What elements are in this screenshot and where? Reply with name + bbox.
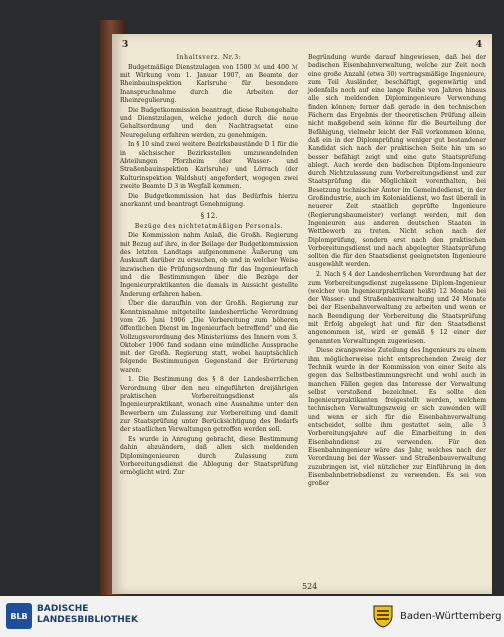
paragraph: In § 10 sind zwei weitere Bezirksbaustände D 1 für die in sächsischer Bezirksstellen umzuwandelnden Abteilungen Pforzheim (der Wasser- und Straßenbauinspektion Karlsruhe) und Lörrach (der Kulturinspektion Waldshut) angefordert, wogegen zwei zweite Beamte D 3 in Wegfall kommen. <box>120 141 298 190</box>
blb-logo-icon[interactable]: BLB <box>6 603 32 629</box>
section-subheading: Bezüge des nichtetatmäßigen Personals. <box>134 222 284 230</box>
paragraph: Es wurde in Anregung gebracht, diese Bestimmung dahin abzuändern, daß allen sich meldenden Diplomingenieuren durch Zulassung zum Vorbereitungsdienst die Ablegung der Staatsprüfung ermöglicht wird. Zur <box>120 436 298 477</box>
page-corner-mark-left: 3 <box>122 40 129 50</box>
baden-wuerttemberg-crest-icon[interactable] <box>370 603 396 629</box>
page-number: 524 <box>302 582 318 591</box>
left-text-column <box>120 54 298 479</box>
section-heading: § 12. <box>200 212 218 221</box>
book-page <box>112 34 492 594</box>
paragraph: Begründung wurde darauf hingewiesen, daß bei der badischen Eisenbahnverwaltung, welche zur Zeit noch eine große Anzahl (etwa 30) vertragsmäßige Ingenieure, zum Teil Ausländer, beschäftigt, gegenwärtig und jedenfalls noch auf eine lange Reihe von Jahren hinaus alle sich meldenden Diplomingenieure Verwendung finden können; ferner daß gerade in den technischen Fächern das Ergebnis der theoretischen Prüfung allein nicht maßgebend sein könne für die Beurteilung der Befähigung, vielmehr leicht der Fall vorkommen könne, daß ein in der Diplomprüfung weniger gut bestandener Kandidat sich nach der praktischen Seite hin um so besser befähigt zeigt und eine gute Staatsprüfung ablegt. Auch werde den badischen Diplom-Ingenieure durch Nichtzulassung zum Vorbereitungsdienst und zur Staatsprüfung die Möglichkeit vorenthalten, bei Besetzung technischer Ämter im Gemeindedienst, in der Großindustrie, auch im Kolonialdienst, wo fast überall in neuerer Zeit staatlich geprüfte Ingenieure (Regierungsbaumeister) verlangt werden, mit den Ingenieuren aus anderen deutschen Staaten in Wettbewerb zu treten. Nicht schon nach der Diplomprüfung, sondern erst nach den praktischen Vorbereitungsdienst und nach abgelegter Staatsprüfung sollten die für den Staatsdienst geeignetsten Ingenieure ausgewählt werden. <box>308 54 486 269</box>
paragraph: Budgetmäßige Dienstzulagen von 1500 ℳ und 400 ℳ mit Wirkung vom 1. Januar 1907, an Beamte der Rheinbauinspektion Karlsruhe für besondere Inanspruchnahme durch die Arbeiten der Rheinregulierung. <box>120 63 298 104</box>
paragraph: Die Kommission nahm Anlaß, die Großh. Regierung mit Bezug auf ihre, in der Beilage der Budgetkommission des letzten Landtags aufgenommene Äußerung um Auskunft darüber zu ersuchen, ob und in welcher Weise inzwischen die Prüfungsordnung für das Ingenieurfach und die Bestimmungen über die Bezüge der Ingenieurpraktikanten die damals in Aussicht gestellte Änderung erfahren haben. <box>120 232 298 298</box>
footer-bar <box>0 596 504 637</box>
page-corner-mark-right: 4 <box>475 40 482 50</box>
library-name-line1: BADISCHE <box>37 604 89 614</box>
state-name[interactable]: Baden-Württemberg <box>400 611 502 622</box>
paragraph: 1. Die Bestimmung des § 8 der Landesherrlichen Verordnung über den neu eingeführten dreijährigen praktischen Vorbereitungsdienst als Ingenieurpraktikant, wonach eine Ausnahme unter den Bewerbern um Zulassung zur Vorbereitung und damit zur Staatsprüfung unter Berücksichtigung des Bedarfs der staatlichen Verwaltungen getroffen werden soll. <box>120 376 298 434</box>
paragraph: Die Budgetkommission beantragt, diese Rubengehalte und Dienstzulagen, welche jedoch durch die neue Gehaltsordnung und den Nachtragsetat eine Neuregelung erfahren werden, zu genehmigen. <box>120 106 298 139</box>
paragraph: Diese zwangsweise Zuteilung des Ingenieurs zu einem ihm möglicherweise nicht entsprechenden Zweig der Technik wurde in der Kommission von einer Seite als gegen das Selbstbestimmungsrecht und wohl auch in manchen Fällen gegen das Interesse der Verwaltung selbst verstoßend bezeichnet. Es sollte den Ingenieurpraktikanten freigestellt werden, welchem technischen Verwaltungszweig er sich zuwenden will und wenn er sich für die Eisenbahnverwaltung entscheidet, sollte ihm gestattet sein, alle 3 Vorbereitungsjahre auf die Einarbeitung in den Eisenbahndienst zu verwenden. Für den Eisenbahningenieur wäre das Jahr, welches nach der Verordnung bei der Wasser- und Straßenbauverwaltung zuzubringen ist, viel nützlicher zur Einführung in den Eisenbahnbetriebsdienst zu verwenden. Es sei von großer <box>308 347 486 488</box>
paragraph: Die Budgetkommission hat das Bedürfnis hierzu anerkannt und beantragt Genehmigung. <box>120 192 298 209</box>
library-name[interactable] <box>37 604 138 626</box>
paragraph: Inhaltsverz. Nr.3: <box>176 54 242 61</box>
right-text-column <box>308 54 486 490</box>
paragraph: 2. Nach § 4 der Landesherrlichen Verordnung hat der zum Vorbereitungsdienst zugelassene Diplom-Ingenieur (welcher von Ingenieurpraktikant heißt) 12 Monate bei der Wasser- und Straßenbauverwaltung und 24 Monate bei der Eisenbahnverwaltung zu arbeiten und wenn er nach Beendigung der Vorbereitung die Staatsprüfung mit Erfolg abgelegt hat und für den Staatsdienst angenommen ist, wird er gemäß § 12 einer der genannten Verwaltungen zugewiesen. <box>308 271 486 345</box>
library-name-line2: LANDESBIBLIOTHEK <box>37 615 138 625</box>
paragraph: Über die daraufhin von der Großh. Regierung zur Kenntnisnahme mitgeteilte landesherrliche Verordnung vom 26. Juni 1906 „Die Vorbereitung zum höheren öffentlichen Dienst im Ingenieurfach betreffend“ und die Vollzugsverordnung des Ministeriums des Innern vom 3. Oktober 1906 fand sodann eine mündliche Aussprache mit der Großh. Regierung statt, wobei hauptsächlich folgende Bestimmungen Gegenstand der Erörterung waren: <box>120 300 298 374</box>
